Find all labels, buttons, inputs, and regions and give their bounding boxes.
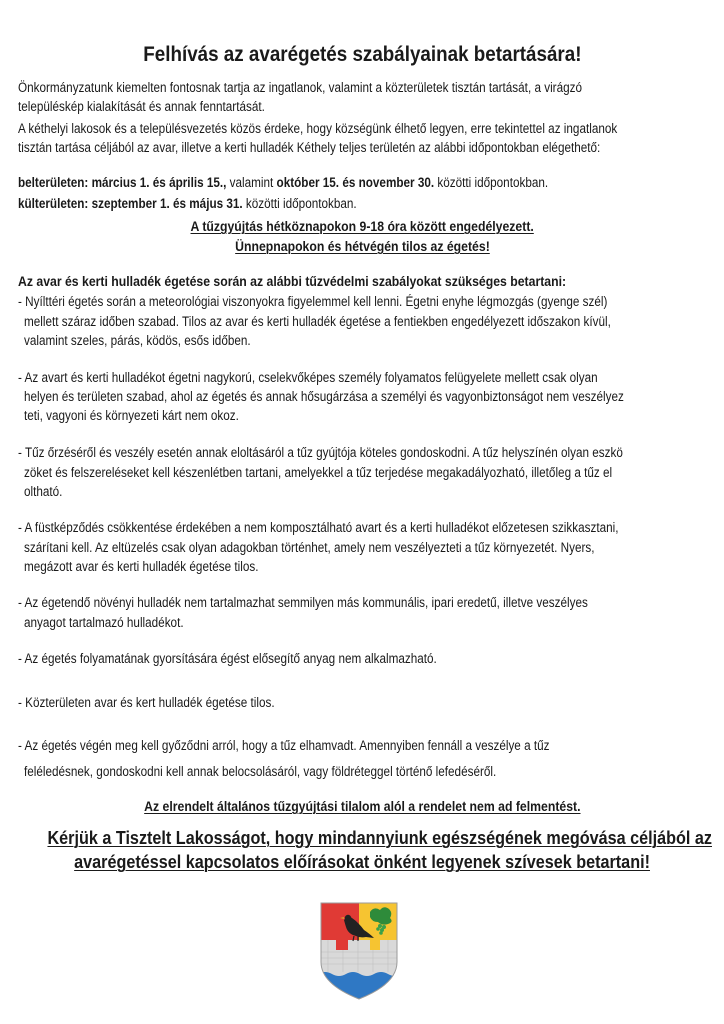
rule-line: helyen és területen szabad, ahol az égetés és annak hősugárzása a személyi és vagyonbiztonságot nem veszélyez — [24, 389, 624, 404]
rule-line: szárítani kell. Az eltüzelés csak olyan adagokban történhet, amely nem veszélyezteti a tűz környezetét. Nyers, — [24, 540, 595, 555]
closing-text: Kérjük a Tisztelt Lakosságot, hogy mindannyiunk egészségének megóvása céljából az — [47, 827, 712, 848]
rule-line: anyagot tartalmazó hulladékot. — [24, 615, 184, 630]
closing-line — [0, 826, 724, 850]
closing-line — [0, 850, 724, 874]
rule-line: megázott avar és kerti hulladék égetése tilos. — [24, 559, 259, 574]
exemption-notice — [0, 796, 724, 816]
intro-line: településkép kialakítását és annak fenntartását. — [18, 99, 265, 114]
notice-holidays — [0, 236, 724, 256]
rule-line: - Az avart és kerti hulladékot égetni nagykorú, cselekvőképes személy folyamatos felügyelete mellett csak olyan — [18, 370, 598, 385]
period-inner-end: közötti időpontokban. — [434, 175, 549, 190]
rule-line: valamint szeles, párás, ködös, esős időben. — [24, 333, 251, 348]
notice-hours — [0, 216, 724, 236]
period-inner-label: belterületen: március 1. és április 15., — [18, 175, 227, 190]
rule-line: mellett száraz időben szabad. Tilos az avar és kerti hulladék égetése a fentiekben engedélyezett időszakon kívül, — [24, 314, 611, 329]
exemption-notice-text: Az elrendelt általános tűzgyújtási tilalom alól a rendelet nem ad felmentést. — [143, 798, 581, 814]
rule-line: - Az égetés végén meg kell győződni arról, hogy a tűz elhamvadt. Amennyiben fennáll a veszélye a tűz — [18, 738, 550, 753]
rule-line: - A füstképződés csökkentése érdekében a nem komposztálható avart és a kerti hulladékot előzetesen szikkasztani, — [18, 520, 619, 535]
rule-line: teti, vagyoni és környezeti kárt nem okoz. — [24, 408, 239, 423]
rule-line: - Tűz őrzéséről és veszély esetén annak eloltásáról a tűz gyújtója köteles gondoskodni. A tűz helyszínén olyan eszkö — [18, 445, 623, 460]
period-inner-autumn: október 15. és november 30. — [276, 175, 435, 190]
rules-heading: Az avar és kerti hulladék égetése során az alábbi tűzvédelmi szabályokat szükséges betartani: — [18, 273, 567, 289]
page-title — [0, 40, 724, 68]
period-inner-area — [18, 173, 548, 192]
period-outer-label: külterületen: szeptember 1. és május 31. — [18, 196, 243, 211]
closing-text: avarégetéssel kapcsolatos előírásokat önként legyenek szívesek betartani! — [74, 851, 650, 872]
coat-of-arms-icon — [318, 900, 400, 1002]
period-outer-end: közötti időpontokban. — [242, 196, 357, 211]
period-inner-mid: valamint — [226, 175, 277, 190]
rule-line: - Nyílttéri égetés során a meteorológiai viszonyokra figyelemmel kell lenni. Égetni enyhe légmozgás (gyenge szél) — [18, 294, 608, 309]
period-outer-area — [18, 194, 357, 213]
rule-line: - Közterületen avar és kert hulladék égetése tilos. — [18, 695, 275, 710]
rule-line: zöket és felszereléseket kell készenlétben tartani, amelyekkel a tűz terjedése megakadályozható, illetőleg a tűz el — [24, 465, 613, 480]
rule-line: oltható. — [24, 484, 63, 499]
notice-hours-text: A tűzgyújtás hétköznapokon 9-18 óra között engedélyezett. — [190, 218, 534, 234]
rule-line: - Az égetés folyamatának gyorsítására égést elősegítő anyag nem alkalmazható. — [18, 651, 437, 666]
notice-holidays-text: Ünnepnapokon és hétvégén tilos az égetés! — [234, 238, 490, 254]
title-text: Felhívás az avarégetés szabályainak betartására! — [142, 42, 582, 66]
intro-line: Önkormányzatunk kiemelten fontosnak tartja az ingatlanok, valamint a közterületek tisztán tartását, a virágzó — [18, 80, 582, 95]
rule-line: - Az égetendő növényi hulladék nem tartalmazhat semmilyen más kommunális, ipari eredetű, illetve veszélyes — [18, 595, 588, 610]
intro-line: tisztán tartása céljából az avar, illetve a kerti hulladék Kéthely teljes területén az alábbi időpontokban elégethető: — [18, 140, 601, 155]
rule-line: feléledésnek, gondoskodni kell annak belocsolásáról, vagy földréteggel történő lefedéséről. — [24, 764, 497, 779]
intro-line: A kéthelyi lakosok és a településvezetés közös érdeke, hogy községünk élhető legyen, erre tekintettel az ingatlanok — [18, 121, 618, 136]
